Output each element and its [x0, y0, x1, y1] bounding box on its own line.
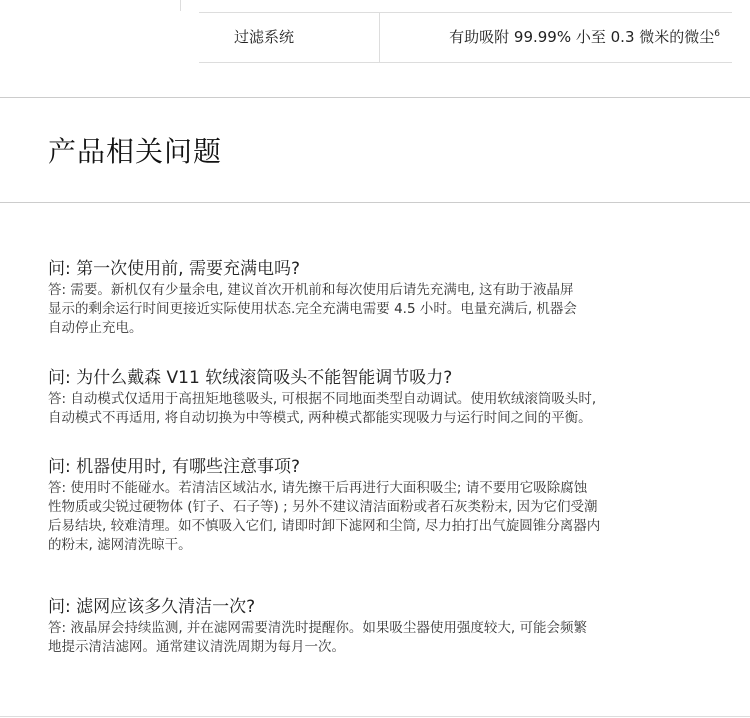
spec-footnote-ref[interactable]: 6 [714, 29, 720, 39]
spec-column-divider [379, 13, 380, 62]
spec-value-text: 有助吸附 99.99% 小至 0.3 微米的微尘 [449, 28, 715, 46]
faq-question: 问: 滤网应该多久清洁一次? [48, 597, 256, 617]
spec-label: 过滤系统 [234, 28, 295, 46]
faq-item [48, 366, 688, 428]
section-title: 产品相关问题 [48, 135, 223, 168]
faq-answer: 答: 使用时不能碰水。若清洁区域沾水, 请先擦干后再进行大面积吸尘; 请不要用它吸除腐蚀 性物质或尖锐过硬物体 (钉子、石子等) ; 另外不建议清洁面粉或者石灰类粉末, 因为它们受潮 后易结块, 较难清理。如不慎吸入它们, 请即时卸下滤网和尘筒, 尽力拍打出气旋圆锥分离器内 的粉末, 滤网清洗晾干。 [48, 480, 601, 553]
page-bottom-divider [0, 716, 750, 717]
faq-item [48, 455, 688, 555]
spec-value [449, 27, 720, 47]
faq-item [48, 595, 688, 657]
faq-question: 问: 机器使用时, 有哪些注意事项? [48, 457, 300, 477]
spec-row-filter-system [199, 12, 732, 63]
section-divider-top [0, 97, 750, 98]
spec-table-divider-top [180, 0, 181, 11]
faq-answer: 答: 液晶屏会持续监测, 并在滤网需要清洗时提醒你。如果吸尘器使用强度较大, 可能会频繁 地提示清洁滤网。通常建议清洗周期为每月一次。 [48, 620, 588, 655]
faq-answer: 答: 自动模式仅适用于高扭矩地毯吸头, 可根据不同地面类型自动调试。使用软绒滚筒吸头时, 自动模式不再适用, 将自动切换为中等模式, 两种模式都能实现吸力与运行时间之间的平衡。 [48, 391, 597, 426]
section-divider-bottom [0, 202, 750, 203]
faq-item [48, 257, 688, 338]
faq-answer: 答: 需要。新机仅有少量余电, 建议首次开机前和每次使用后请先充满电, 这有助于液晶屏 显示的剩余运行时间更接近实际使用状态.完全充满电需要 4.5 小时。电量充满后, 机器会 自动停止充电。 [48, 282, 577, 336]
faq-question: 问: 第一次使用前, 需要充满电吗? [48, 259, 300, 279]
faq-question: 问: 为什么戴森 V11 软绒滚筒吸头不能智能调节吸力? [48, 368, 453, 388]
